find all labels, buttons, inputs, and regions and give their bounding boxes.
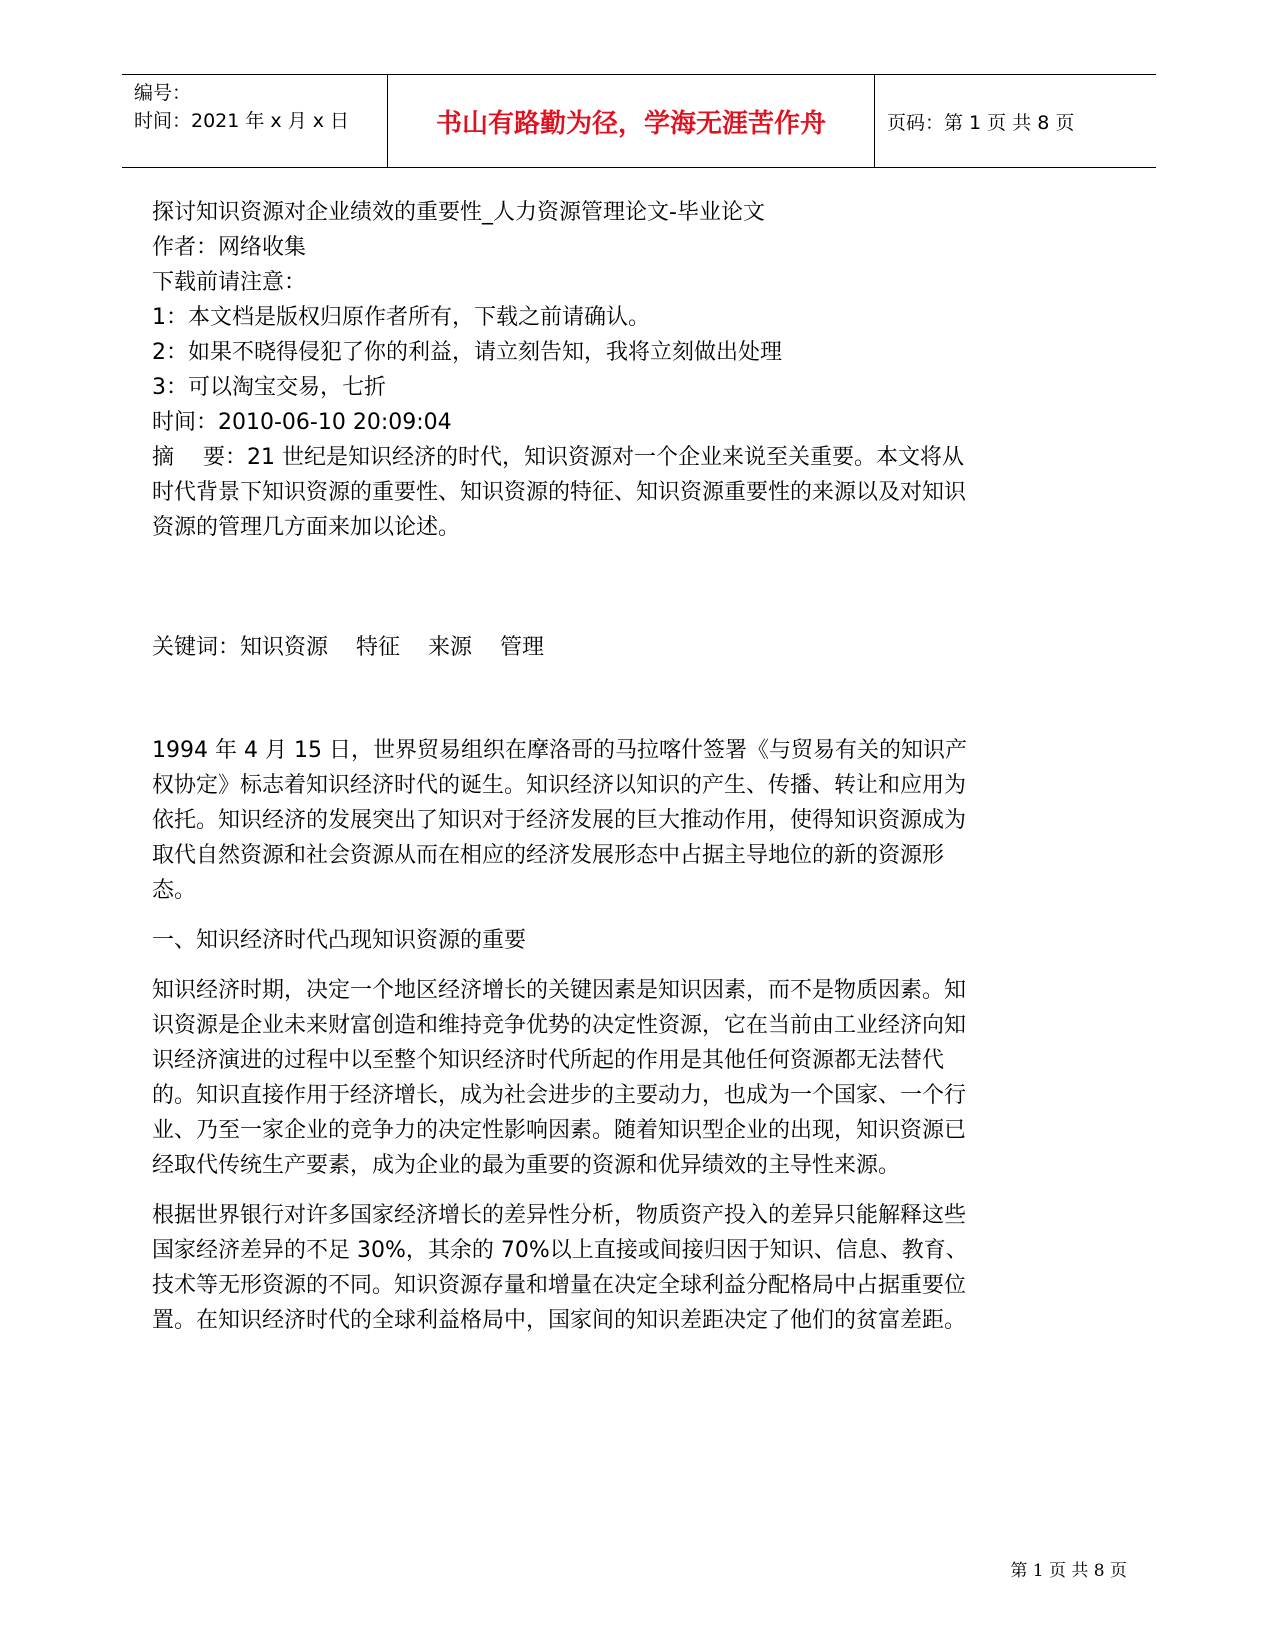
keyword: 管理 [500, 635, 545, 660]
notice-heading: 下载前请注意： [152, 270, 307, 295]
header-page-number: 页码：第 1 页 共 8 页 [887, 111, 1075, 134]
spacer [152, 665, 982, 733]
header-number: 编号： [134, 82, 192, 104]
header-time: 时间：2021 年 x 月 x 日 [134, 110, 350, 132]
page-footer: 第 1 页 共 8 页 [1010, 1561, 1127, 1581]
document-body [152, 195, 982, 1353]
doc-timestamp: 时间：2010-06-10 20:09:04 [152, 410, 452, 435]
paragraph: 知识经济时期，决定一个地区经济增长的关键因素是知识因素，而不是物质因素。知识资源是企业未来财富创造和维持竞争优势的决定性资源，它在当前由工业经济向知识经济演进的过程中以至整个知识经济时代所起的作用是其他任何资源都无法替代的。知识直接作用于经济增长，成为社会进步的主要动力，也成为一个国家、一个行业、乃至一家企业的竞争力的决定性影响因素。随着知识型企业的出现，知识资源已经取代传统生产要素，成为企业的最为重要的资源和优异绩效的主导性来源。 [152, 978, 967, 1178]
keyword: 特征 [356, 635, 401, 660]
section-heading: 一、知识经济时代凸现知识资源的重要 [152, 928, 527, 953]
doc-author: 作者：网络收集 [152, 235, 307, 260]
spacer [152, 560, 982, 630]
paragraph: 根据世界银行对许多国家经济增长的差异性分析，物质资产投入的差异只能解释这些国家经济差异的不足 30%，其余的 70%以上直接或间接归因于知识、信息、教育、技术等无形资源的不同。知识资源存量和增量在决定全球利益分配格局中占据重要位置。在知识经济时代的全球利益格局中，国家间的知识差距决定了他们的贫富差距。 [152, 1203, 968, 1333]
keyword: 来源 [428, 635, 473, 660]
doc-title: 探讨知识资源对企业绩效的重要性_人力资源管理论文-毕业论文 [152, 200, 765, 225]
keywords-label: 关键词：知识资源 [152, 635, 329, 660]
header-motto: 书山有路勤为径，学海无涯苦作舟 [387, 75, 875, 167]
notice-item-3: 3：可以淘宝交易，七折 [152, 375, 386, 400]
notice-item-2: 2：如果不晓得侵犯了你的利益，请立刻告知，我将立刻做出处理 [152, 340, 782, 365]
document-header [122, 74, 1156, 168]
paragraph: 1994 年 4 月 15 日，世界贸易组织在摩洛哥的马拉喀什签署《与贸易有关的知识产权协定》标志着知识经济时代的诞生。知识经济以知识的产生、传播、转让和应用为依托。知识经济的发展突出了知识对于经济发展的巨大推动作用，使得知识资源成为取代自然资源和社会资源从而在相应的经济发展形态中占据主导地位的新的资源形态。 [152, 738, 967, 903]
header-meta [122, 75, 387, 167]
abstract: 摘 要：21 世纪是知识经济的时代，知识资源对一个企业来说至关重要。本文将从时代背景下知识资源的重要性、知识资源的特征、知识资源重要性的来源以及对知识资源的管理几方面来加以论述。 [152, 445, 967, 540]
keywords [152, 630, 982, 665]
notice-item-1: 1：本文档是版权归原作者所有，下载之前请确认。 [152, 305, 650, 330]
